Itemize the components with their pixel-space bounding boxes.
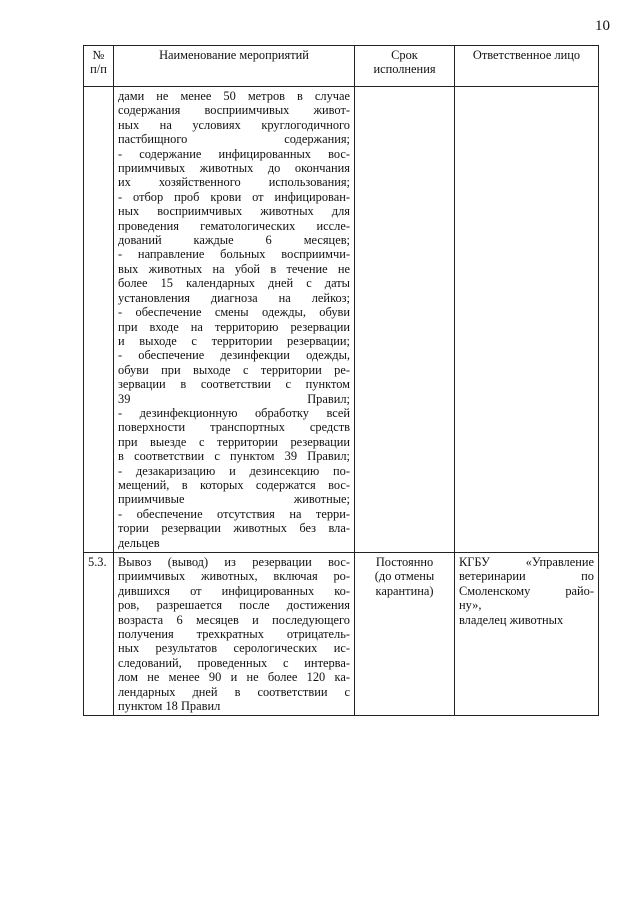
responsible-text-line: ну», (459, 598, 482, 613)
measure-text-line: приимчивые животные; (118, 492, 350, 507)
measure-text (114, 87, 355, 553)
header-deadline-line-2: исполнения (373, 62, 436, 77)
measure-text-line: получения трехкратных отрицатель- (118, 627, 350, 642)
measure-text-line: проведения гематологических иссле- (118, 218, 350, 233)
measure-text-line: Вывоз (вывод) из резервации вос- (118, 555, 350, 569)
responsible-text (455, 553, 599, 716)
measure-text-line: - содержание инфицированных вос- (118, 146, 350, 161)
measure-text-line: дований каждые 6 месяцев; (118, 233, 350, 248)
header-name-line-1: Наименование мероприятий (159, 48, 309, 62)
measure-text-line: - обеспечение смены одежды, обуви (118, 305, 350, 320)
table-body (84, 87, 599, 716)
header-num-line-1: № (92, 48, 105, 62)
header-responsible-line-1: Ответственное лицо (472, 48, 581, 62)
measure-text-line: лом не менее 90 и не более 120 ка- (118, 670, 350, 685)
measure-text-line: их хозяйственного использования; (118, 175, 350, 190)
header-deadline (355, 46, 455, 87)
measure-text-line: пастбищного содержания; (118, 132, 350, 147)
deadline-text (355, 553, 455, 716)
measure-text-line: более 15 календарных дней с даты (118, 276, 350, 291)
row-number (84, 87, 114, 553)
page-number: 10 (595, 18, 610, 34)
measure-text-line: приимчивых животных, включая ро- (118, 569, 350, 584)
measure-text-line: при входе на территорию резервации (118, 319, 350, 334)
measure-text-line: - обеспечение отсутствия на терри- (118, 506, 350, 521)
measure-text-line: ных восприимчивых животных для (118, 204, 350, 219)
responsible-text (455, 87, 599, 553)
header-name (114, 46, 355, 87)
measure-text-line: в соответствии с пунктом 39 Правил; (118, 449, 350, 464)
measure-text-line: обуви при выходе с территории ре- (118, 362, 350, 377)
measure-text-line: ных результатов серологических ис- (118, 641, 350, 656)
table-row (84, 553, 599, 716)
measure-text-line: тории резервации животных без вла- (118, 521, 350, 536)
deadline-text (355, 87, 455, 553)
deadline-text-line: (до отмены (374, 569, 435, 584)
measure-text-line: пунктом 18 Правил (118, 699, 221, 714)
measure-text-line: - дезинфекционную обработку всей (118, 405, 350, 420)
measure-text-line: приимчивых животных до окончания (118, 161, 350, 176)
header-num (84, 46, 114, 87)
table-header-row (84, 46, 599, 87)
responsible-text-line: КГБУ «Управление (459, 555, 594, 569)
measure-text-line: мещений, в которых содержатся вос- (118, 477, 350, 492)
deadline-text-line: карантина) (375, 583, 434, 598)
header-num-line-2: п/п (90, 62, 107, 77)
measure-text-line: вых животных на убой в течение не (118, 261, 350, 276)
measures-table (83, 45, 599, 716)
measure-text-line: - обеспечение дезинфекции одежды, (118, 348, 350, 363)
measure-text-line: - направление больных восприимчи- (118, 247, 350, 262)
measure-text-line: и выходе с территории резервации; (118, 333, 350, 348)
responsible-text-line: ветеринарии по (459, 569, 594, 584)
header-deadline-line-1: Срок (391, 48, 418, 62)
measure-text-line: возраста 6 месяцев и последующего (118, 612, 350, 627)
measure-text-line: 39 Правил; (118, 391, 350, 406)
measure-text-line: ров, разрешается после достижения (118, 598, 350, 613)
measure-text-line: - дезакаризацию и дезинсекцию по- (118, 463, 350, 478)
measure-text-line: зервации в соответствии с пунктом (118, 377, 350, 392)
deadline-text-line: Постоянно (375, 555, 434, 569)
measure-text-line: лендарных дней в соответствии с (118, 684, 350, 699)
measure-text-line: содержания восприимчивых живот- (118, 103, 350, 118)
responsible-text-line: Смоленскому райо- (459, 583, 594, 598)
table-row (84, 87, 599, 553)
measure-text-line: ных на условиях круглогодичного (118, 117, 350, 132)
measure-text (114, 553, 355, 716)
measure-text-line: дившихся от инфицированных ко- (118, 583, 350, 598)
measure-text-line: при выезде с территории резервации (118, 434, 350, 449)
measure-text-line: - отбор проб крови от инфицирован- (118, 189, 350, 204)
measure-text-line: дами не менее 50 метров в случае (118, 89, 350, 103)
measure-text-line: дельцев (118, 535, 160, 550)
measure-text-line: установления диагноза на лейкоз; (118, 290, 350, 305)
measure-text-line: следований, проведенных с интерва- (118, 655, 350, 670)
measure-text-line: поверхности транспортных средств (118, 420, 350, 435)
header-responsible (455, 46, 599, 87)
row-number: 5.3. (84, 553, 114, 716)
responsible-text-line: владелец животных (459, 612, 564, 627)
